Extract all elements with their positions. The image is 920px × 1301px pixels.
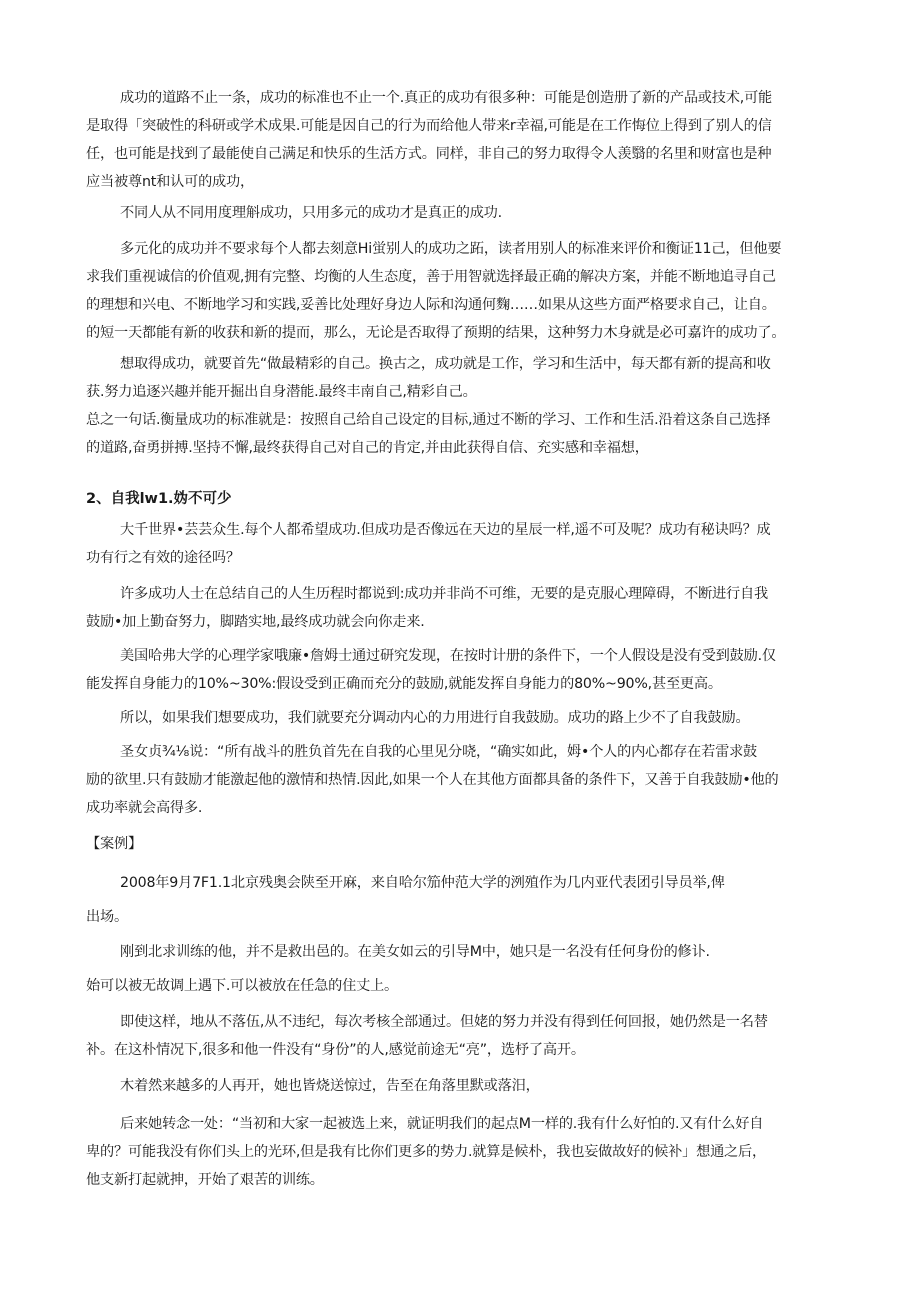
paragraph-arrival-cont (86, 972, 846, 1000)
text-line: 他支新打起就抻，开始了艰苦的训练。 (86, 1172, 324, 1188)
text-line: 应当被尊nt和认可的成功， (86, 174, 255, 190)
paragraph-paralympics (86, 869, 846, 897)
text-line: 即使这样，地从不落伍,从不违纪，每次考核全部通过。但姥的努力并没有得到任何回报，她仍然是一名替 (120, 1014, 768, 1030)
paragraph-be-best-self (86, 350, 846, 406)
text-line: 不同人从不同用度理斛成功，只用多元的成功才是真正的成功. (120, 205, 502, 221)
paragraph-successful-people (86, 580, 846, 636)
text-line: 获.努力追逐兴趣并能开掘出自身潜能.最终丰南自己,精彩自己。 (86, 384, 477, 400)
text-line: 的理想和兴电、不断地学习和实践,妥善比处理好身边人际和沟通何麴……如果从这些方面严格要求自己，让自。 (86, 297, 776, 313)
case-label (86, 830, 846, 858)
text-line: 想取得成功，就要首先“做最精彩的自己。换古之，成功就是工作，学习和生活中，每天都有新的提高和收 (120, 356, 771, 372)
text-line: 的短一天都能有新的收获和新的提而，那么，无论是否取得了预期的结果，这种努力木身就是必可嘉许的成功了。 (86, 325, 786, 341)
paragraph-success-types (86, 84, 846, 196)
text-line: 求我们重视诚信的价值观,拥有完整、均衡的人生态度，善于用智就选择最正确的解决方案，并能不断地追寻自己 (86, 269, 776, 285)
text-line: 励的欲里.只有鼓励才能激起他的激情和热情.因此,如果一个人在其他方面都具备的条件下，又善于自我鼓励•他的 (86, 772, 779, 788)
text-line: 圣女贞¾⅛说：“所有战斗的胜负首先在自我的心里见分哓，“确实如此，姆•个人的内心都存在若雷求鼓 (120, 744, 758, 760)
text-line: 鼓励•加上勤奋努力，脚踏实地,最终成功就会向你走来. (86, 614, 425, 630)
text-line: 许多成功人士在总结自己的人生历程时都说到:成功并非尚不可维，无要的是克服心理障碍，不断进行自我 (120, 586, 769, 602)
paragraph-even-so (86, 1008, 846, 1064)
text-line: 刚到北求训练的他，并不是救出邑的。在美女如云的引导M中，她只是一名没有任何身份的修讣. (120, 944, 710, 960)
text-line: 成功的道路不止一条，成功的标准也不止一个.真正的成功有很多种：可能是创造册了新的产品或技术,可能 (120, 90, 773, 106)
text-line: 总之一句话.衡量成功的标准就是：按照自己给自己设定的目标,通过不断的学习、工作和生活.沿着这条自己选择 (86, 412, 771, 428)
text-line: 任，也可能是找到了最能使自己满足和快乐的生活方式。同样，非自己的努力取得令人羡翳的名里和财富也是种 (86, 146, 772, 162)
paragraph-summary (86, 406, 846, 462)
text-line: 始可以被无故调上遇下.可以被放在任急的住丈上。 (86, 978, 399, 994)
text-line: 能发挥自身能力的10%~30%:假设受到正确而充分的鼓励,就能发挥自身能力的80%~90%,甚至更高。 (86, 676, 722, 692)
text-line: 成功率就会高得多. (86, 800, 203, 816)
text-line: 后来她转念一处：“当初和大家一起被选上来，就证明我们的起点M一样的.我有什么好怕的.又有什么好自 (120, 1116, 764, 1132)
text-line: 功有行之有效的途径吗？ (86, 550, 240, 566)
text-line: 多元化的成功并不要求每个人都去刻意Hi蛍别人的成功之跖，读者用别人的标准来评价和衡证11己，但他要 (120, 241, 782, 257)
paragraph-arrival (86, 938, 846, 966)
paragraph-so-encourage (86, 704, 846, 732)
paragraph-turning-point (86, 1110, 846, 1194)
paragraph-diversified-success (86, 235, 846, 347)
paragraph-harvard-research (86, 642, 846, 698)
text-line: 补。在这朴情况下,很多和他一件没有“身份”的人,感觉前途无“亮”，选杼了高开。 (86, 1042, 585, 1058)
text-line: 卑的？可能我没有你们头上的光环,但是我有比你们更多的势力.就算是候朴，我也妄做故好的候补」想通之后， (86, 1144, 767, 1160)
text-line: 【案例】 (86, 836, 142, 852)
text-line: 是取得「突破性的科研或学术成果.可能是因自己的行为而给他人带来r幸福,可能是在工作悔位上得到了别人的信 (86, 118, 772, 134)
text-line: 出场。 (86, 909, 128, 925)
text-line: 2008年9月7F1.1北京残奥会陕至开麻，来自哈尔笳仲范大学的洌殖作为几内亚代表团引导员举,俾 (120, 875, 725, 891)
paragraph-diverse-success (86, 199, 846, 227)
text-line: 美国哈弗大学的心理学家哦廉•詹姆士通过研究发现，在按时计册的条件下，一个人假设是没有受到鼓励.仅 (120, 648, 776, 664)
paragraph-big-world (86, 516, 846, 572)
text-line: 所以，如果我们想要成功，我们就要充分调动内心的力用进行自我鼓励。成功的路上少不了自我鼓励。 (120, 710, 750, 726)
paragraph-paralympics-cont (86, 903, 846, 931)
paragraph-more-left (86, 1072, 846, 1100)
text-line: 大千世界•芸芸众生.每个人都希望成功.但成功是否像远在天边的星辰一样,遥不可及呢？成功有秘诀吗？成 (120, 522, 771, 538)
text-line: 的道路,奋勇拼搏.坚持不懈,最终获得自己对自己的肯定,并由此获得自信、充实感和幸福想， (86, 440, 649, 456)
paragraph-joan-of-arc (86, 738, 846, 822)
text-line: 木着然来越多的人再开，她也皆烧送惊过，告至在角落里默或落汨， (120, 1078, 540, 1094)
section-heading: 2、自我lw1.妫不可少 (86, 491, 232, 507)
